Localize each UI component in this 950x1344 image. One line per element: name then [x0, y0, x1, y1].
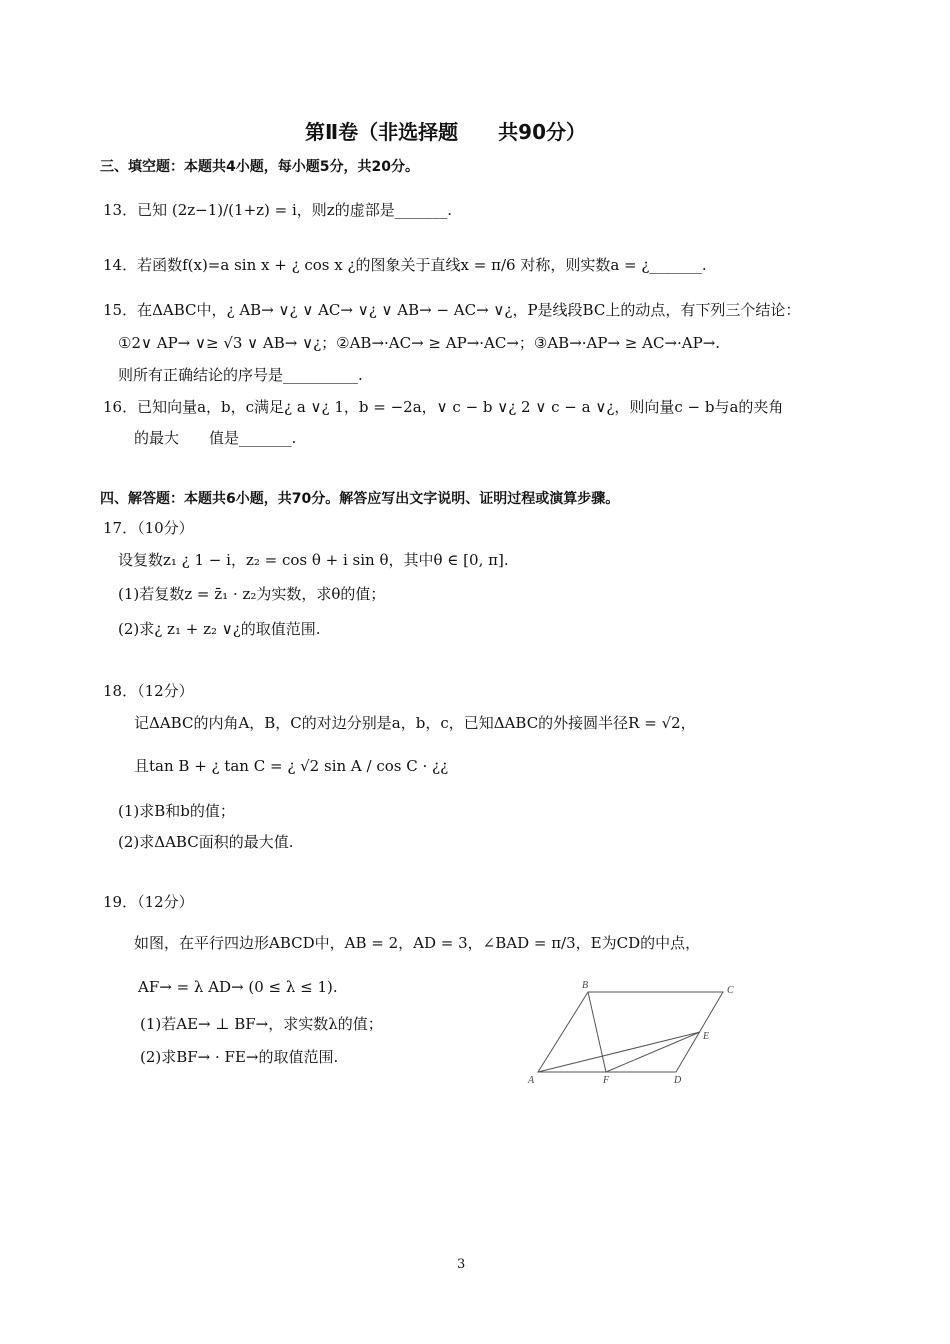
question-18-part2: (2)求ΔABC面积的最大值. — [118, 833, 294, 851]
segment-bf — [588, 992, 606, 1072]
question-19-stem: 如图，在平行四边形ABCD中，AB = 2，AD = 3，∠BAD = π/3，E为CD的中点， — [134, 934, 701, 952]
label-a: A — [528, 1075, 535, 1086]
question-15-line2: ①2∨ AP→ ∨≥ √3 ∨ AB→ ∨¿；②AB→·AC→ ≥ AP→·AC→；③AB→·AP→ ≥ AC→·AP→. — [118, 334, 721, 352]
question-14: 14．若函数f(x)=a sin x + ¿ cos x ¿的图象关于直线x = π/6 对称，则实数a = ¿_______. — [103, 256, 707, 274]
parallelogram-figure — [520, 975, 750, 1090]
question-17-part1: (1)若复数z = z̄₁ · z₂为实数，求θ的值； — [118, 585, 386, 603]
label-e: E — [703, 1031, 710, 1042]
question-18-stem: 记ΔABC的内角A，B，C的对边分别是a，b，c，已知ΔABC的外接圆半径R = √2， — [134, 714, 696, 732]
question-18-part1: (1)求B和b的值； — [118, 802, 235, 820]
label-f: F — [603, 1075, 610, 1086]
label-b: B — [582, 980, 589, 991]
question-15-line1: 15．在ΔABC中，¿ AB→ ∨¿ ∨ AC→ ∨¿ ∨ AB→ − AC→ ∨¿，P是线段BC上的动点，有下列三个结论： — [103, 301, 801, 319]
question-17-part2: (2)求¿ z₁ + z₂ ∨¿的取值范围. — [118, 620, 321, 638]
parallelogram-abcd — [538, 992, 723, 1072]
question-19-condition: AF→ = λ AD→ (0 ≤ λ ≤ 1). — [138, 978, 338, 996]
label-c: C — [727, 985, 734, 996]
question-16-line2: 的最大 值是_______. — [134, 429, 297, 447]
question-15-line3: 则所有正确结论的序号是__________. — [118, 366, 363, 384]
question-19-part2: (2)求BF→ · FE→的取值范围. — [140, 1048, 339, 1066]
question-17-number: 17．（10分） — [103, 519, 194, 537]
section-title: 第Ⅱ卷（非选择题 共90分） — [305, 120, 587, 144]
question-19-number: 19．（12分） — [103, 893, 194, 911]
question-13: 13．已知 (2z−1)/(1+z) = i，则z的虚部是_______. — [103, 201, 452, 219]
question-18-number: 18．（12分） — [103, 682, 194, 700]
label-d: D — [674, 1075, 682, 1086]
question-16-line1: 16．已知向量a，b，c满足¿ a ∨¿ 1，b = −2a，∨ c − b ∨¿ 2 ∨ c − a ∨¿，则向量c − b与a的夹角 — [103, 398, 784, 416]
section4-heading: 四、解答题：本题共6小题，共70分。解答应写出文字说明、证明过程或演算步骤。 — [100, 491, 620, 507]
section3-heading: 三、填空题：本题共4小题，每小题5分，共20分。 — [100, 159, 419, 175]
question-17-stem: 设复数z₁ ¿ 1 − i，z₂ = cos θ + i sin θ，其中θ ∈ [0, π]. — [118, 551, 509, 569]
page-number: 3 — [457, 1257, 466, 1272]
question-19-part1: (1)若AE→ ⊥ BF→，求实数λ的值； — [140, 1015, 383, 1033]
question-18-condition: 且tan B + ¿ tan C = ¿ √2 sin A / cos C · ¿¿ — [134, 757, 449, 775]
